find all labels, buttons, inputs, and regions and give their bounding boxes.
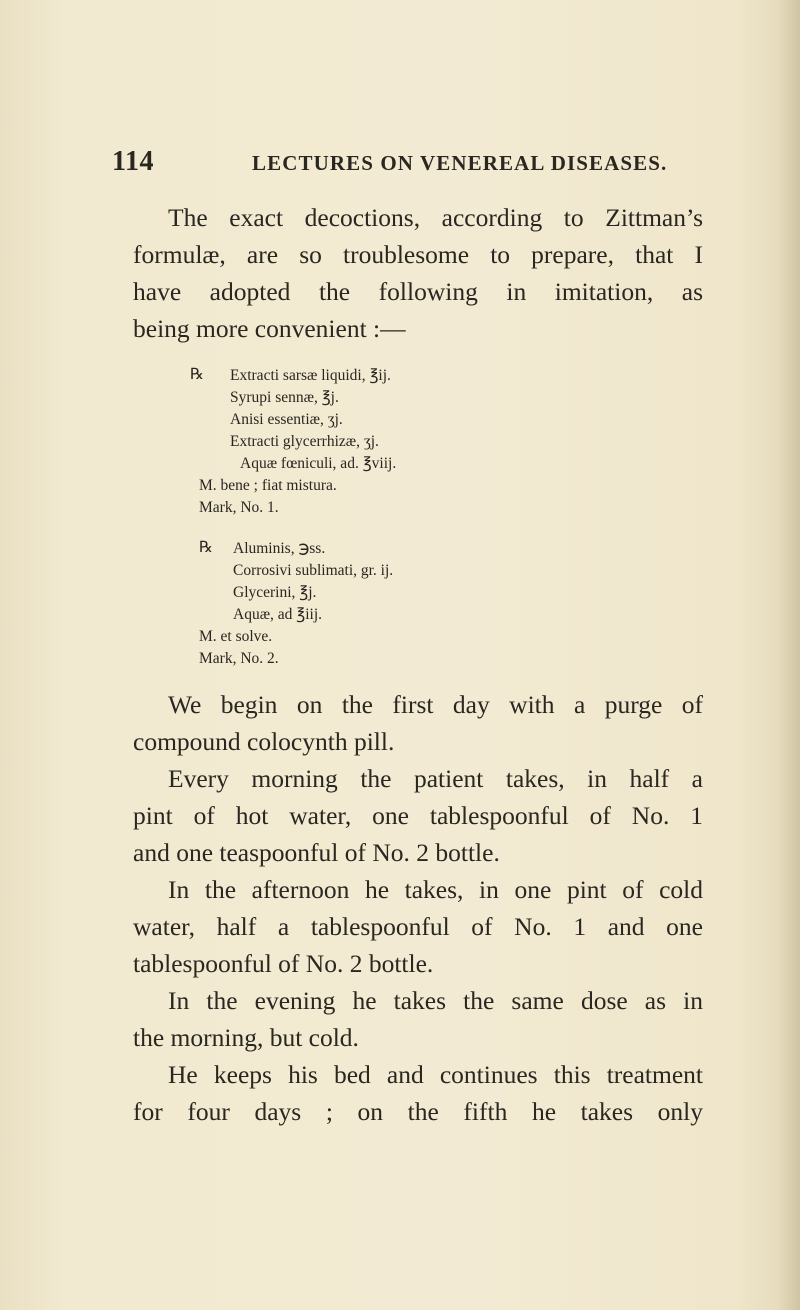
prescription-item: Extracti sarsæ liquidi, ℥ij. bbox=[230, 367, 391, 384]
body-line: He keeps his bed and continues this treatment bbox=[168, 1060, 703, 1089]
body-line: the morning, but cold. bbox=[133, 1023, 359, 1052]
body-line: Every morning the patient takes, in half a bbox=[168, 764, 703, 793]
prescription-item: Corrosivi sublimati, gr. ij. bbox=[233, 562, 394, 579]
recipe-symbol: ℞ bbox=[199, 539, 213, 556]
intro-line: formulæ, are so troublesome to prepare, that I bbox=[133, 240, 703, 269]
prescription-item: Anisi essentiæ, ʒj. bbox=[230, 411, 343, 428]
prescription-item: Extracti glycerrhizæ, ʒj. bbox=[230, 433, 379, 450]
body-line: We begin on the first day with a purge of bbox=[168, 690, 703, 719]
page-edge-shadow bbox=[778, 0, 800, 1310]
body-line: pint of hot water, one tablespoonful of No. 1 bbox=[133, 801, 703, 830]
running-head: LECTURES ON VENEREAL DISEASES. bbox=[252, 151, 668, 175]
body-line: In the evening he takes the same dose as in bbox=[168, 986, 703, 1015]
prescription-directions: M. bene ; fiat mistura. bbox=[199, 477, 337, 494]
body-line: for four days ; on the fifth he takes only bbox=[133, 1097, 703, 1126]
intro-line: The exact decoctions, according to Zittman’s bbox=[168, 203, 703, 232]
prescription-item: Aquæ, ad ℥iij. bbox=[233, 606, 323, 623]
prescription-item: Aluminis, ℈ss. bbox=[233, 540, 326, 557]
body-line: compound colocynth pill. bbox=[133, 727, 395, 756]
prescription-label: Mark, No. 2. bbox=[199, 650, 279, 667]
prescription-item: Glycerini, ℥j. bbox=[233, 584, 317, 601]
prescription-item: Syrupi sennæ, ℥j. bbox=[230, 389, 339, 406]
intro-line: being more convenient :— bbox=[133, 314, 406, 343]
body-line: tablespoonful of No. 2 bottle. bbox=[133, 949, 434, 978]
prescription-directions: M. et solve. bbox=[199, 628, 273, 645]
body-line: In the afternoon he takes, in one pint of cold bbox=[168, 875, 703, 904]
page-number: 114 bbox=[112, 146, 154, 177]
body-line: water, half a tablespoonful of No. 1 and one bbox=[133, 912, 703, 941]
body-line: and one teaspoonful of No. 2 bottle. bbox=[133, 838, 500, 867]
prescription-label: Mark, No. 1. bbox=[199, 499, 279, 516]
page-header bbox=[112, 146, 672, 182]
recipe-symbol: ℞ bbox=[190, 366, 204, 383]
prescription-item: Aquæ fœniculi, ad. ℥viij. bbox=[240, 455, 397, 472]
intro-line: have adopted the following in imitation, as bbox=[133, 277, 703, 306]
